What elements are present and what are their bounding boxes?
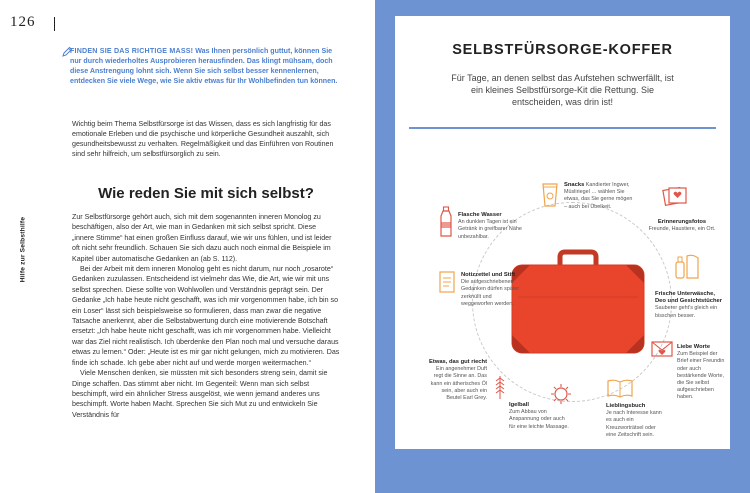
section-heading: Wie reden Sie mit sich selbst? (98, 185, 314, 202)
item-text: Zum Beispiel der Brief einer Freundin oder auch bestärkende Worte, die Sie selbst aufgeschrieben haben. (677, 351, 725, 401)
tip-text: Was Ihnen persönlich guttut, können Sie nur durch wiederholtes Ausprobieren herausfinden. Das klingt mühsam, doch diese Anstrengung lohnt sich. Wenn Sie sich selbst besser kennenlernen, entdecken Sie viele Wege, wie Sie aktiv etwas für Ihr Wohlbefinden tun können. (70, 47, 338, 86)
item-title: Frische Unterwäsche, Deo und Gesichtstücher (655, 291, 722, 305)
page-number: 126 (10, 14, 36, 30)
body-paragraph: Viele Menschen denken, sie müssten mit sich besonders streng sein, damit sie Dinge schaffen. Das stimmt aber nicht. Im Gegenteil: Wenn man sich selbst beschimpft, wird ein ähnlicher Stress ausgelöst, wie wenn jemand anderes uns beschimpft. Worte haben Macht. Sprechen Sie sich Mut zu und entwickeln Sie Verständnis für (72, 369, 328, 419)
item-igelball (509, 402, 571, 431)
right-page (375, 0, 750, 493)
side-label-text: Hilfe zur Selbsthilfe (19, 216, 27, 283)
item-text: Zum Abbau von Anspannung oder auch für eine leichte Massage. (509, 409, 569, 430)
snack-bag-icon (541, 182, 559, 208)
item-title: Igelball (509, 402, 529, 408)
love-letter-icon (650, 339, 674, 359)
notepad-icon (438, 270, 456, 294)
lavender-icon (493, 372, 507, 400)
item-title: Notizzettel und Stift (461, 272, 516, 278)
item-text: Freunde, Haustiere, ein Ort. (648, 226, 716, 233)
item-title: Flasche Wasser (458, 212, 502, 218)
side-label (16, 212, 28, 290)
item-text: An dunklen Tagen ist ein Getränk in greifbarer Nähe unbezahlbar. (458, 219, 522, 240)
item-title: Etwas, das gut riecht (429, 359, 487, 365)
photos-icon (662, 184, 688, 208)
item-title: Lieblingsbuch (606, 403, 646, 409)
item-text: Sauberer geht's gleich ein bisschen besser. (655, 305, 718, 319)
body-paragraph: Bei der Arbeit mit dem inneren Monolog geht es nicht darum, nur noch „rosarote“ Gedanken zuzulassen. Entscheidend ist vielmehr das Wie, die Art, wie wir mit uns selbst sprechen. Diese sollte von Wohlwollen und Verständnis geprägt sein. Der Gedanke „Ich habe heute nicht geschafft, was ich mir vorgenommen habe, ich bin so ein Loser“ lässt sich beispielsweise so formulieren, dass man zwar die negative Tatsache anerkennt, aber die Selbstabwertung durch eine motivierende Botschaft ersetzt: „Ich habe heute nicht geschafft, was ich mir vorgenommen habe. Vielleicht war das Ziel nicht realistisch. Ich überdenke den Plan noch mal und versuche daraus etwas zu lernen.“ Oder: „Heute ist es mir gar nicht gelungen, mich zu motivieren. Das finde ich schade. Ich gebe aber nicht auf und werde morgen weitermachen.“ (72, 265, 340, 367)
item-buch (606, 403, 666, 439)
water-bottle-icon (439, 206, 453, 238)
intro-paragraph: Wichtig beim Thema Selbstfürsorge ist das Wissen, dass es sich langfristig für das emotionale Erleben und die psychische und körperliche Gesundheit auszahlt, sich gesundheitsbewusst zu verhalten. Regelmäßigkeit und das Einführen von Routinen sind sehr hilfreich, um selbstfürsorglich zu sein. (72, 120, 334, 159)
body-text (72, 212, 340, 420)
item-snacks (564, 182, 636, 211)
card-subtitle: Für Tage, an denen selbst das Aufstehen schwerfällt, ist ein kleines Selbstfürsorge-Kit die Rettung. Sie entscheiden, was drin ist! (451, 73, 674, 107)
item-fotos (648, 219, 716, 233)
item-notiz (461, 272, 525, 308)
item-title: Erinnerungsfotos (657, 219, 707, 225)
card-divider (409, 127, 716, 129)
item-kleidung (655, 291, 727, 320)
item-text: Ein angenehmer Duft regt die Sinne an. Das kann ein ätherisches Öl sein, aber auch ein Beutel Earl Grey. (430, 366, 487, 402)
infobox-card (395, 16, 730, 449)
item-title: Liebe Worte (677, 344, 711, 350)
item-text: Kandierter Ingwer, Müsliriegel … wählen Sie etwas, das Sie gerne mögen – auch bei Übelkeit. (564, 182, 633, 210)
open-book-icon (606, 377, 634, 399)
item-title: Snacks (564, 182, 585, 188)
card-title: SELBSTFÜRSORGE-KOFFER (452, 42, 673, 58)
item-text: Je nach Interesse kann es auch ein Kreuzworträtsel oder eine Zeitschrift sein. (606, 410, 662, 438)
suitcase-illustration (508, 249, 648, 357)
toiletries-icon (673, 252, 701, 282)
body-paragraph: Zur Selbstfürsorge gehört auch, sich mit dem sogenannten inneren Monolog zu beschäftigen, also der Art, wie man in Gedanken mit sich selbst spricht. Diese „innere Stimme“ hat einen großen Einfluss darauf, wie wir uns fühlen, und ist leider oft nicht sehr freundlich. Schauen Sie sich dazu auch noch einmal die Beispiele im Kapitel über automatische Gedanken an (ab S. 112). (72, 213, 332, 263)
tip-heading: FINDEN SIE DAS RICHTIGE MASS! (70, 47, 194, 55)
tip-box (70, 46, 338, 86)
item-text: Die aufgeschriebenen Gedanken dürfen später zerknüllt und weggeworfen werden. (461, 279, 520, 307)
item-flasche (458, 212, 522, 241)
item-worte (677, 344, 727, 402)
item-duft (427, 359, 487, 402)
